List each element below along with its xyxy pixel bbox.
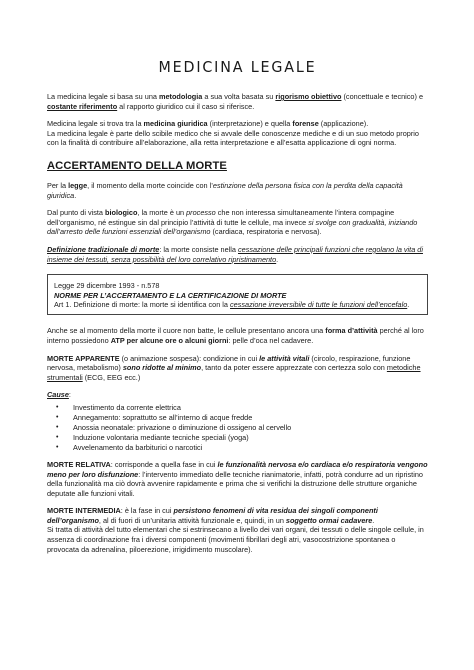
- paragraph-morte-relativa: [47, 460, 428, 498]
- bold-italic-text: persistono fenomeni di vita residua dei singoli componenti dell’organismo: [47, 506, 378, 525]
- bold-italic-text: soggetto ormai cadavere: [285, 515, 373, 525]
- text: , il momento della morte coincide con l’: [87, 180, 213, 190]
- text: , la morte è un: [137, 208, 187, 218]
- text: che non interessa simultaneamente l’intera compagine dell’organismo, né estingue sin dal principio l’attività di tutte le cellule, ma invece: [47, 208, 395, 227]
- text: : è la fase in cui: [120, 506, 174, 516]
- bold-text: biologico: [105, 208, 138, 218]
- text: : l’intervento immediato delle tecniche rianimatorie, infatti, potrà condurre ad un ripristino della funzionalità ma ciò dovrà avvenire rapidamente e prima che si verifichi la distruzione delle strutture organiche deputate alle funzioni vitali.: [47, 469, 423, 498]
- text: : la morte consiste nella: [159, 244, 238, 254]
- list-item: • Anossia neonatale: privazione o diminuzione di ossigeno al cervello: [73, 423, 428, 433]
- text: Art 1. Definizione di morte: la morte si identifica con la: [54, 299, 231, 309]
- bold-italic-underlined-text: Definizione tradizionale di morte: [47, 244, 160, 254]
- page-title: MEDICINA LEGALE: [158, 58, 317, 76]
- text: :: [68, 390, 71, 400]
- bold-text: metodologia: [158, 92, 203, 101]
- bold-text: forma d’attività: [325, 326, 378, 336]
- italic-text: processo: [186, 208, 216, 218]
- list-item: • Investimento da corrente elettrica: [73, 403, 428, 413]
- bold-text: MORTE APPARENTE: [47, 353, 120, 363]
- intro-paragraph-2: [47, 119, 428, 148]
- bold-text: MORTE INTERMEDIA: [47, 506, 121, 516]
- bold-italic-text: le attività vitali: [259, 353, 310, 363]
- text: , tanto da poter essere apprezzate con certezza solo con: [201, 363, 387, 373]
- bold-italic-text: sono ridotte al minimo: [122, 363, 202, 373]
- bold-text: legge: [68, 180, 88, 190]
- law-article: [54, 300, 421, 309]
- bold-italic-text: NORME PER L’ACCERTAMENTO E LA CERTIFICAZIONE DI MORTE: [54, 290, 287, 300]
- list-item: • Annegamento: soprattutto se all’interno di acque fredde: [73, 413, 428, 423]
- text: (interpretazione) e quella: [207, 119, 293, 129]
- law-box: [47, 274, 428, 315]
- text: .: [74, 190, 77, 200]
- italic-text: si svolge con gradualità, iniziando dall’arresto delle funzioni essenziali dell’organismo: [47, 217, 418, 237]
- paragraph-morte-apparente: [47, 354, 428, 383]
- bold-italic-underlined-text: Cause: [47, 390, 69, 400]
- text: perché al loro interno possiedono: [47, 326, 424, 345]
- text: Medicina legale si trova tra la: [47, 119, 144, 129]
- text: (cardiaca, respiratoria e nervosa).: [210, 227, 322, 237]
- bold-text: MORTE RELATIVA: [47, 459, 111, 469]
- text: .: [276, 254, 279, 264]
- bold-text: ATP per alcune ore o alcuni giorni: [110, 335, 229, 345]
- paragraph-morte-intermedia: [47, 506, 428, 554]
- paragraph-legge: [47, 181, 428, 200]
- text: Dal punto di vista: [47, 208, 106, 218]
- intro-paragraph-1: [47, 92, 428, 111]
- text: (concettuale e tecnico) e: [341, 92, 423, 101]
- text: (circolo, respirazione, funzione nervosa, metabolismo): [47, 353, 411, 373]
- text: Anche se al momento della morte il cuore non batte, le cellule presentano ancora una: [47, 326, 326, 336]
- bold-text: forense: [292, 119, 319, 129]
- law-title: [54, 291, 421, 300]
- text: Si tratta di attività del tutto elementari che si estrinsecano a livello dei vari organi, dei tessuti o delle singole cellule, in assenza di coordinazione fra i diversi componenti (movimenti fibrillari degli atri, vasocostrizione spontanea o provocata da adrenalina, piloerezione, irrigidimento muscolare).: [47, 525, 424, 554]
- text: .: [407, 299, 410, 309]
- law-reference: Legge 29 dicembre 1993 - n.578: [54, 281, 160, 291]
- text: La medicina legale si basa su una: [47, 92, 159, 101]
- bold-italic-text: le funzionalità nervosa e/o cardiaca e/o respiratoria vengono meno per loro disfunzione: [47, 459, 428, 479]
- text: Per la: [47, 180, 69, 190]
- text: La medicina legale è parte dello scibile medico che si avvale delle conoscenze mediche e di un suo metodo proprio con la finalità di contribuire all’elaborazione, alla retta interpretazione e all’esatta applicazione di ogni norma.: [47, 128, 419, 148]
- bold-text: medicina giuridica: [143, 119, 208, 129]
- text: (ECG, EEG ecc.): [82, 372, 141, 382]
- paragraph-cuore: [47, 326, 428, 345]
- text: al rapporto giuridico cui il caso si riferisce.: [117, 101, 255, 111]
- text: .: [372, 515, 375, 525]
- section-heading: ACCERTAMENTO DELLA MORTE: [47, 159, 227, 172]
- bold-underlined-text: costante riferimento: [47, 101, 118, 111]
- paragraph-definizione: [47, 245, 428, 264]
- italic-text: estinzione della persona fisica con la perdita della capacità giuridica: [47, 180, 403, 200]
- list-item: • Avvelenamento da barbiturici o narcotici: [73, 443, 428, 453]
- text: a sua volta basata su: [202, 92, 276, 101]
- cause-list: [47, 403, 428, 453]
- list-item: • Induzione volontaria mediante tecniche speciali (yoga): [73, 433, 428, 443]
- bold-underlined-text: rigorismo obiettivo: [275, 92, 342, 101]
- underlined-text: metodiche strumentali: [47, 363, 421, 382]
- paragraph-biologico: [47, 208, 428, 237]
- cause-label: [47, 390, 428, 400]
- text: : corrisponde a quella fase in cui: [110, 459, 218, 469]
- text: : pelle d’oca nel cadavere.: [228, 335, 314, 345]
- italic-underlined-text: cessazione irreversibile di tutte le funzioni dell’encefalo: [230, 299, 408, 309]
- italic-underlined-text: cessazione delle principali funzioni che regolano la vita di insieme dei tessuti, senza possibilità del loro correlativo ripristinamento: [47, 244, 423, 264]
- text: (o animazione sospesa): condizione in cui: [119, 353, 260, 363]
- text: , al di fuori di un’unitaria attività funzionale e, quindi, in un: [98, 515, 286, 525]
- text: (applicazione).: [318, 119, 369, 129]
